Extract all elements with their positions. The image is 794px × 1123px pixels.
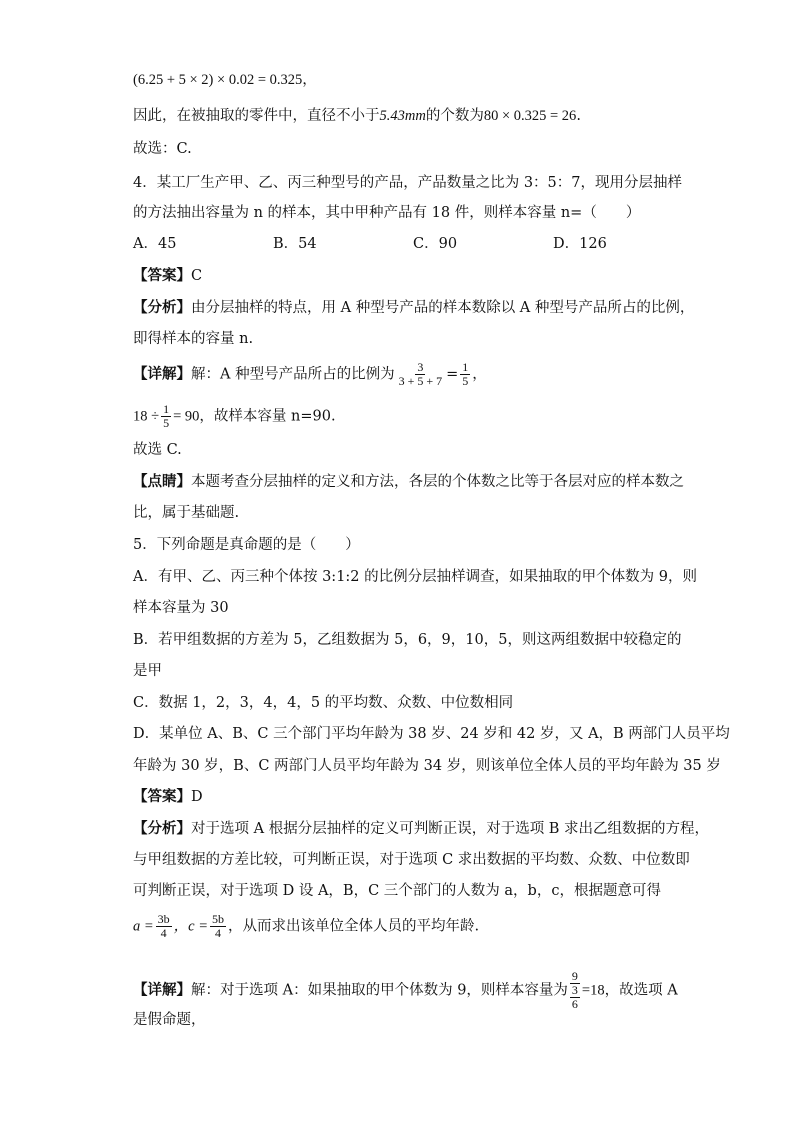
- option-b-line: 是甲: [133, 663, 162, 679]
- question-4-options: [133, 234, 693, 254]
- formula-text: (6.25 + 5 × 2) × 0.02 = 0.325，: [133, 72, 317, 88]
- option-a-line: A．有甲、乙、丙三种个体按 3:1:2 的比例分层抽样调查，如果抽取的甲个体数为 9，则: [133, 569, 697, 585]
- detail-text: 解：对于选项 A：如果抽取的甲个体数为 9，则样本容量为: [191, 982, 568, 999]
- question-4-stem: 的方法抽出容量为 n 的样本，其中甲种产品有 18 件，则样本容量 n=（ ）: [133, 205, 641, 221]
- option-d-line: D．某单位 A、B、C 三个部门平均年龄为 38 岁、24 岁和 42 岁，又 A，B 两部门人员平均: [133, 726, 730, 742]
- analysis-tag: 【分析】: [133, 820, 191, 837]
- detail-tag: 【详解】: [133, 981, 191, 999]
- denominator: 6: [571, 997, 578, 1011]
- answer-line: [133, 787, 203, 807]
- numerator-denominator: 3: [571, 983, 578, 997]
- detail-line: [133, 970, 678, 1011]
- analysis-text: 由分层抽样的特点，用 A 种型号产品的样本数除以 A 种型号产品所占的比例，: [191, 300, 695, 316]
- analysis-line: [133, 819, 709, 839]
- math-span: 5.43mm: [379, 108, 426, 124]
- detail-line: 是假命题，: [133, 1012, 206, 1028]
- analysis-text: ，从而求出该单位全体人员的平均年龄.: [228, 918, 480, 935]
- formula-line: [133, 70, 317, 90]
- detail-text: ，: [472, 366, 487, 383]
- question-4-stem: 4．某工厂生产甲、乙、丙三种型号的产品，产品数量之比为 3：5：7，现用分层抽样: [133, 175, 683, 191]
- analysis-line: 即得样本的容量 n.: [133, 331, 254, 347]
- numerator: 5b: [212, 912, 225, 926]
- numerator: 3b: [157, 912, 170, 926]
- option-d-line: 年龄为 30 岁，B、C 两部门人员平均年龄为 34 岁，则该单位全体人员的平均年龄为 35 岁: [133, 758, 721, 774]
- numerator: 1: [462, 360, 469, 374]
- option-b-line: B．若甲组数据的方差为 5，乙组数据为 5，6，9，10，5，则这两组数据中较稳定的: [133, 632, 682, 648]
- detail-text: ，故样本容量 n=90.: [199, 408, 336, 425]
- text-line: 故选：C.: [133, 141, 192, 157]
- answer-tag: 【答案】: [133, 788, 191, 805]
- option-c: C．90: [413, 236, 458, 252]
- remark-text: 本题考查分层抽样的定义和方法，各层的个体数之比等于各层对应的样本数之: [191, 474, 684, 490]
- fraction: [156, 913, 172, 940]
- answer-value: D: [191, 789, 203, 805]
- analysis-text: 对于选项 A 根据分层抽样的定义可判断正误，对于选项 B 求出乙组数据的方程，: [191, 821, 710, 837]
- math-span: =18: [581, 982, 605, 999]
- math-span: ，c =: [173, 918, 209, 935]
- numerator: 9: [571, 969, 578, 983]
- text-span: 的个数为: [425, 108, 484, 124]
- detail-line: [133, 361, 487, 388]
- numerator: 3: [417, 360, 424, 374]
- denominator: 5: [462, 374, 469, 388]
- answer-value: C: [191, 268, 203, 284]
- text-span: .: [576, 108, 581, 124]
- analysis-line: [133, 298, 694, 318]
- fraction: [161, 403, 171, 430]
- option-c-line: C．数据 1，2，3，4，4，5 的平均数、众数、中位数相同: [133, 695, 514, 711]
- remark-line: [133, 472, 684, 492]
- answer-tag: 【答案】: [133, 267, 191, 284]
- math-span: = 90: [173, 408, 200, 425]
- remark-line: 比，属于基础题.: [133, 505, 240, 521]
- denominator: 4: [160, 926, 167, 940]
- analysis-tag: 【分析】: [133, 299, 191, 316]
- math-span: 80 × 0.325 = 26: [483, 108, 577, 124]
- detail-text: ，故选项 A: [604, 982, 678, 999]
- denominator: 4: [215, 926, 222, 940]
- compound-fraction: [570, 970, 580, 1011]
- fraction: [210, 913, 226, 940]
- remark-tag: 【点睛】: [133, 473, 191, 490]
- equals: =: [446, 366, 459, 383]
- option-a: A．45: [133, 236, 177, 252]
- question-5-stem: 5．下列命题是真命题的是（ ）: [133, 537, 360, 553]
- option-d: D．126: [553, 236, 607, 252]
- detail-line: [133, 403, 336, 430]
- text-span: 因此，在被抽取的零件中，直径不小于: [133, 108, 380, 124]
- detail-tag: 【详解】: [133, 365, 191, 383]
- text-line: [133, 106, 581, 126]
- fraction: [460, 361, 470, 388]
- denominator: 5: [163, 416, 170, 430]
- math-span: 18 ÷: [133, 408, 160, 425]
- math-span: a =: [133, 918, 154, 935]
- fraction: [397, 361, 445, 388]
- detail-text: 解：A 种型号产品所占的比例为: [191, 366, 395, 383]
- denominator: 3 + 5 + 7: [398, 374, 443, 388]
- option-a-line: 样本容量为 30: [133, 600, 229, 616]
- analysis-line: [133, 913, 479, 940]
- answer-line: [133, 266, 202, 286]
- analysis-line: 与甲组数据的方差比较，可判断正误，对于选项 C 求出数据的平均数、众数、中位数即: [133, 852, 690, 868]
- numerator: 1: [163, 402, 170, 416]
- select-line: 故选 C.: [133, 442, 182, 458]
- option-b: B．54: [273, 236, 317, 252]
- analysis-line: 可判断正误，对于选项 D 设 A，B，C 三个部门的人数为 a，b，c，根据题意可得: [133, 883, 661, 899]
